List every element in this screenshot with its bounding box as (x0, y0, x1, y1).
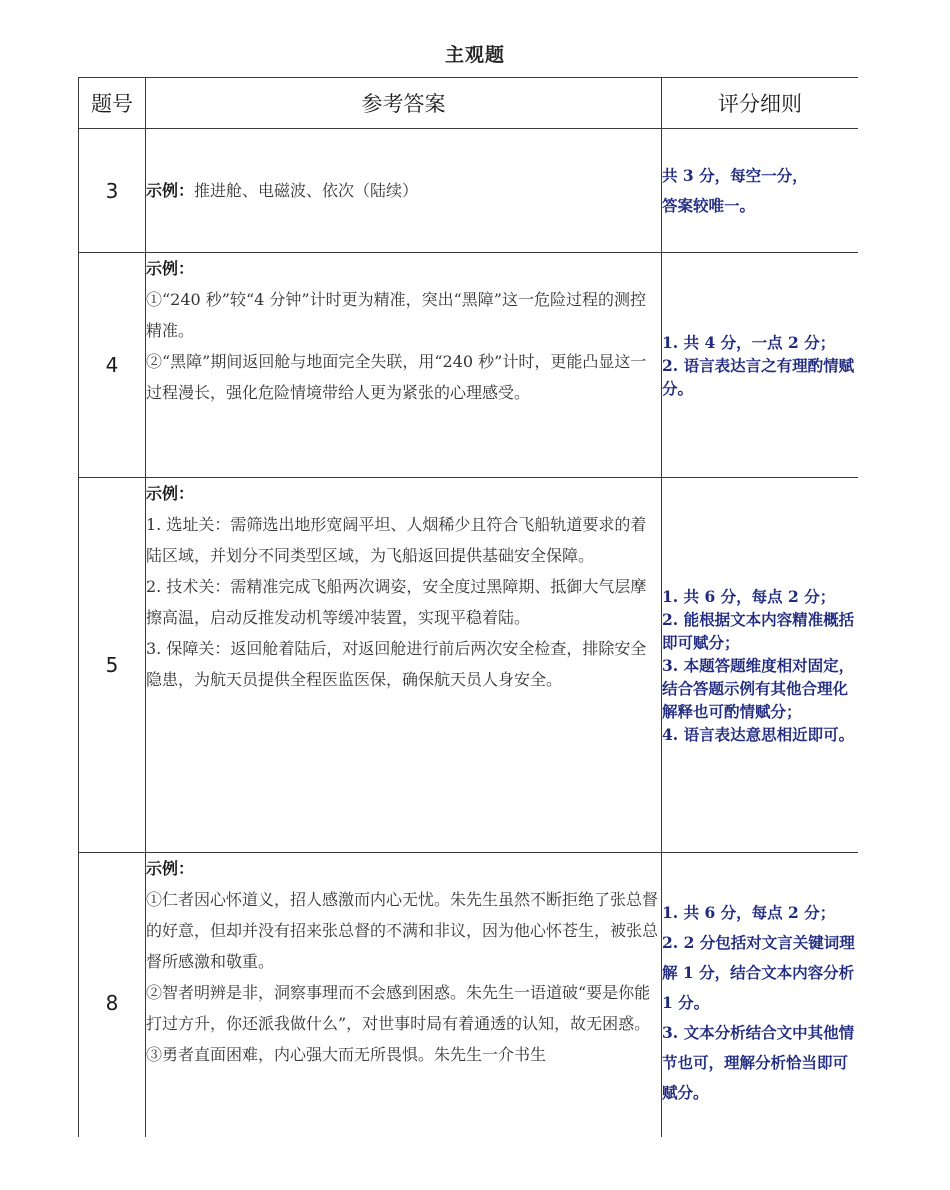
example-label: 示例： (146, 181, 195, 200)
answer-line: ①仁者因心怀道义，招人感激而内心无忧。朱先生虽然不断拒绝了张总督的好意，但却并没有招来张总督的不满和非议，因为他心怀苍生，被张总督所感激和敬重。 (146, 890, 659, 971)
scoring-line: 答案较唯一。 (662, 195, 756, 215)
table-row (79, 478, 859, 853)
answer-sheet (78, 77, 858, 1137)
example-label: 示例： (146, 484, 195, 503)
reference-answer (146, 853, 662, 1138)
question-number: 5 (79, 478, 146, 853)
answer-line: ①“240 秒”较“4 分钟”计时更为精准，突出“黑障”这一危险过程的测控精准。 (146, 290, 646, 340)
example-label: 示例： (146, 859, 195, 878)
table-row (79, 853, 859, 1138)
header-scoring-rules: 评分细则 (662, 78, 859, 129)
question-number: 4 (79, 253, 146, 478)
answer-line: 推进舱、电磁波、依次（陆续） (194, 181, 419, 200)
question-number: 8 (79, 853, 146, 1138)
answer-line: ②“黑障”期间返回舱与地面完全失联，用“240 秒”计时，更能凸显这一过程漫长，强化危险情境带给人更为紧张的心理感受。 (146, 352, 647, 402)
answer-table (78, 77, 858, 1137)
question-number: 3 (79, 129, 146, 253)
scoring-line: 1. 共 6 分，每点 2 分； (662, 586, 836, 606)
scoring-line: 2. 语言表达言之有理酌情赋分。 (662, 355, 855, 398)
scoring-line: 1. 共 4 分，一点 2 分； (662, 332, 836, 352)
table-row (79, 253, 859, 478)
reference-answer (146, 129, 662, 253)
scoring-rules (662, 478, 859, 853)
reference-answer (146, 253, 662, 478)
scoring-line: 1. 共 6 分，每点 2 分； (662, 903, 836, 922)
scoring-rules (662, 853, 859, 1138)
answer-line: ②智者明辨是非，洞察事理而不会感到困惑。朱先生一语道破“要是你能打过方升，你还派我做什么”，对世事时局有着通透的认知，故无困惑。 (146, 983, 651, 1033)
reference-answer (146, 478, 662, 853)
scoring-line: 2. 2 分包括对文言关键词理解 1 分，结合文本内容分析 1 分。 (662, 933, 855, 1012)
scoring-line: 3. 文本分析结合文中其他情节也可，理解分析恰当即可赋分。 (662, 1023, 855, 1102)
scoring-rules (662, 129, 859, 253)
scoring-line: 2. 能根据文本内容精准概括即可赋分； (662, 609, 855, 652)
scoring-line: 4. 语言表达意思相近即可。 (662, 724, 855, 744)
example-label: 示例： (146, 259, 195, 278)
scoring-line: 3. 本题答题维度相对固定，结合答题示例有其他合理化解释也可酌情赋分； (662, 655, 855, 721)
page-title: 主观题 (444, 44, 505, 66)
answer-line: 1. 选址关：需筛选出地形宽阔平坦、人烟稀少且符合飞船轨道要求的着陆区域，并划分不同类型区域，为飞船返回提供基础安全保障。 (146, 515, 647, 565)
table-header-row (79, 78, 859, 129)
answer-line: 2. 技术关：需精准完成飞船两次调姿，安全度过黑障期、抵御大气层摩擦高温，启动反推发动机等缓冲装置，实现平稳着陆。 (146, 577, 647, 627)
answer-line: 3. 保障关：返回舱着陆后，对返回舱进行前后两次安全检查，排除安全隐患，为航天员提供全程医监医保，确保航天员人身安全。 (146, 639, 647, 689)
header-question-number: 题号 (79, 78, 146, 129)
answer-line: ③勇者直面困难，内心强大而无所畏惧。朱先生一介书生 (146, 1045, 547, 1064)
table-row (79, 129, 859, 253)
header-reference-answer: 参考答案 (146, 78, 662, 129)
scoring-line: 共 3 分，每空一分， (662, 165, 808, 185)
scoring-rules (662, 253, 859, 478)
